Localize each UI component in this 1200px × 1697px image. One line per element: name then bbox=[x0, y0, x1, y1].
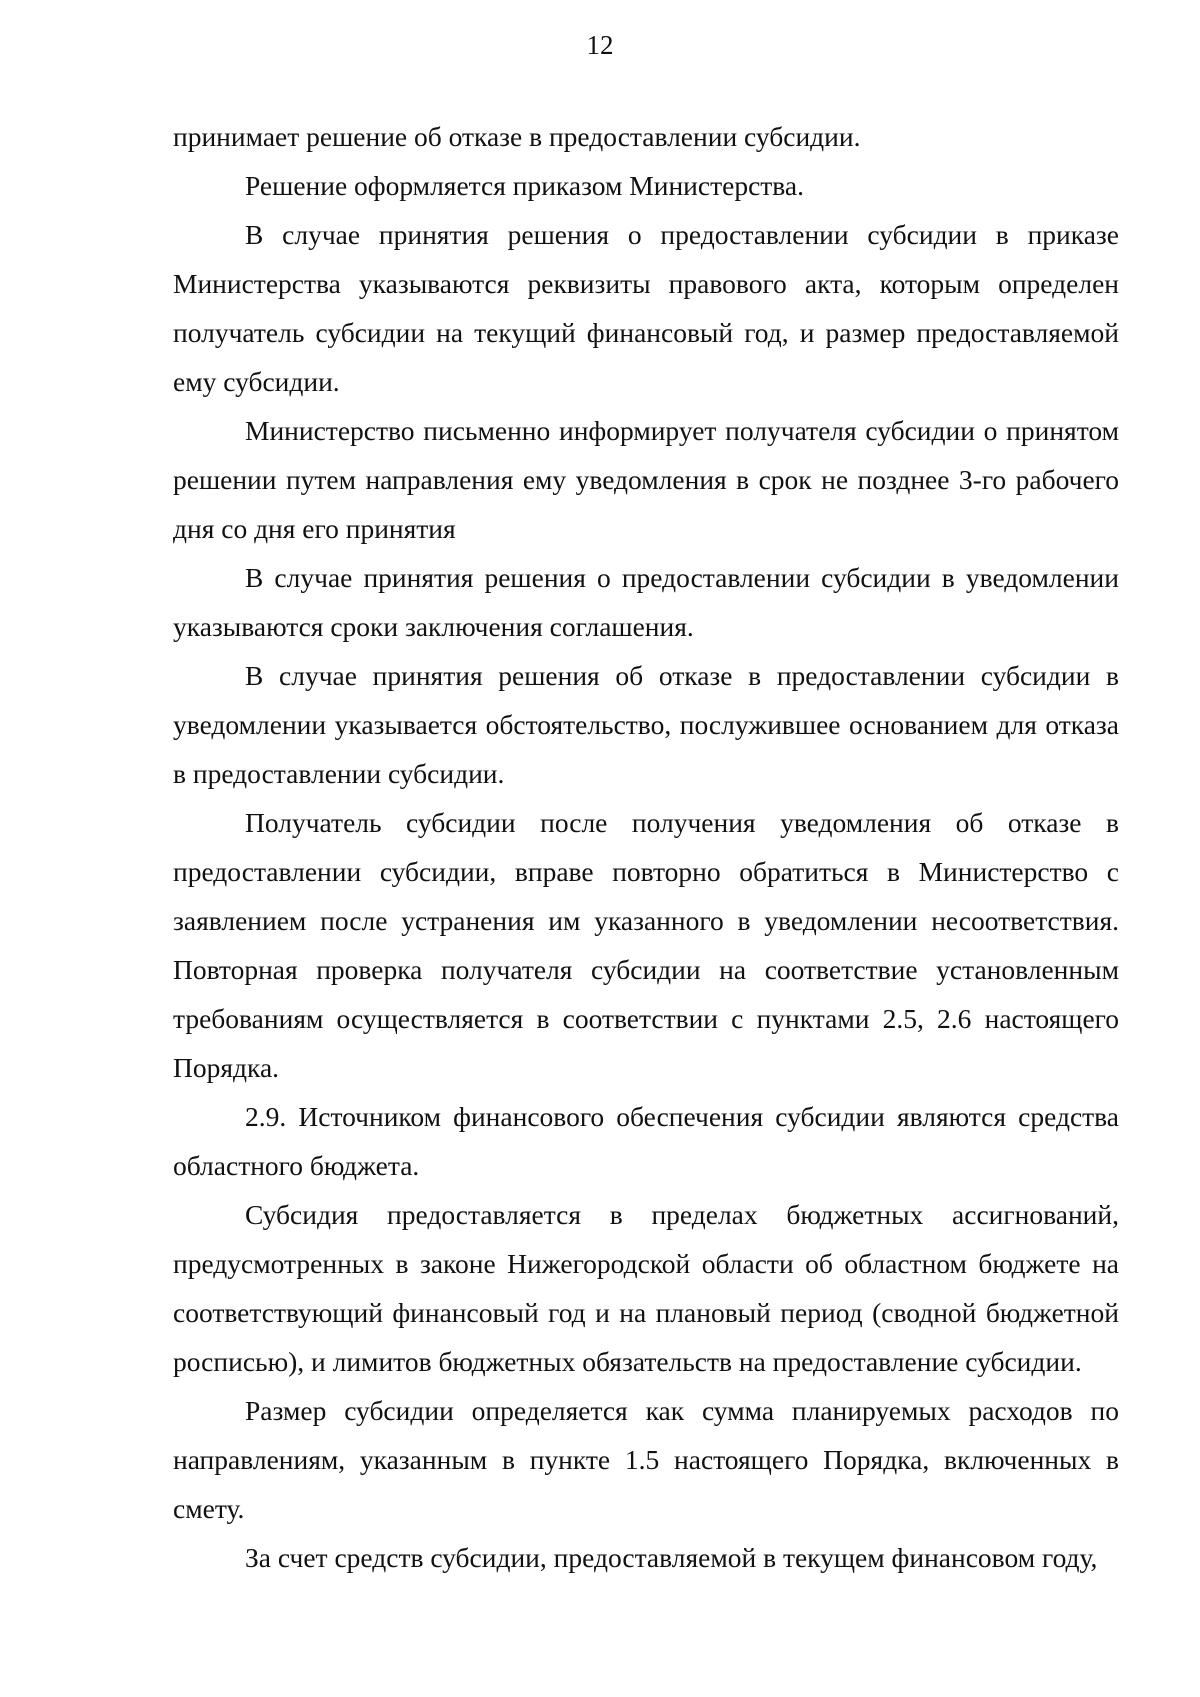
page-number: 12 bbox=[586, 30, 614, 60]
paragraph-reapplication: Получатель субсидии после получения уведомления об отказе в предоставлении субсидии, вправе повторно обратиться в Министерство с заявлением после устранения им указанного в уведомлении несоответствия. Повторная проверка получателя субсидии на соответствие установленным требованиям осуществляется в соответствии с пунктами 2.5, 2.6 настоящего Порядка. bbox=[173, 807, 1119, 1083]
paragraph-section-2-9: 2.9. Источником финансового обеспечения субсидии являются средства областного бюджета. bbox=[173, 1101, 1119, 1181]
paragraph-budget-limits: Субсидия предоставляется в пределах бюджетных ассигнований, предусмотренных в законе Нижегородской области об областном бюджете на соответствующий финансовый год и на плановый период (сводной бюджетной росписью), и лимитов бюджетных обязательств на предоставление субсидии. bbox=[173, 1199, 1119, 1377]
paragraph-subsidy-funds: За счет средств субсидии, предоставляемой в текущем финансовом году, bbox=[245, 1542, 1098, 1573]
paragraph-notification: Министерство письменно информирует получателя субсидии о принятом решении путем направления ему уведомления в срок не позднее 3-го рабочего дня со дня его принятия bbox=[173, 415, 1119, 544]
paragraph-continuation: принимает решение об отказе в предоставлении субсидии. bbox=[173, 121, 861, 152]
paragraph-refusal-reason: В случае принятия решения об отказе в предоставлении субсидии в уведомлении указывается обстоятельство, послужившее основанием для отказа в предоставлении субсидии. bbox=[173, 660, 1119, 789]
paragraph-subsidy-size: Размер субсидии определяется как сумма планируемых расходов по направлениям, указанным в пункте 1.5 настоящего Порядка, включенных в смету. bbox=[173, 1395, 1119, 1524]
document-body bbox=[173, 112, 1119, 1582]
paragraph-decision-order: Решение оформляется приказом Министерства. bbox=[245, 170, 804, 201]
paragraph-order-details: В случае принятия решения о предоставлении субсидии в приказе Министерства указываются реквизиты правового акта, которым определен получатель субсидии на текущий финансовый год, и размер предоставляемой ему субсидии. bbox=[173, 219, 1119, 397]
paragraph-agreement-terms: В случае принятия решения о предоставлении субсидии в уведомлении указываются сроки заключения соглашения. bbox=[173, 562, 1119, 642]
